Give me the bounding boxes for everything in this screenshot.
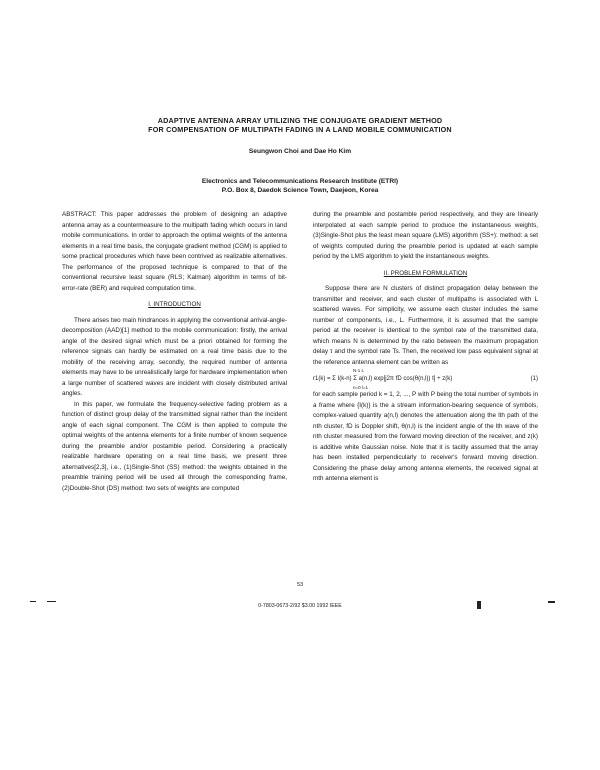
affiliation-line2: P.O. Box 8, Daedok Science Town, Daejeon, Korea — [221, 187, 379, 194]
scan-artifact-mark — [47, 601, 56, 602]
abstract-paragraph: ABSTRACT: This paper addresses the problem of designing an adaptive antenna array as a countermeasure to the multipath fading which occurs in land mobile communications. In order to approach the optimal weights of the antenna elements in a real time basis, the conjugate gradient method (CGM) is applied to some practical procedures which have been contrived as realizable alternatives. The performance of the proposed technique is compared to that of the conventional recursive least square (RLS; Kalman) algorithm in terms of bit-error-rate (BER) and required computation time. — [62, 211, 287, 292]
equation-1-body: r1(k) = Σ I(k-n) Σ a(n,l) exp[j2π fD cos(θ(n,l)) t] + z(k) — [313, 376, 453, 382]
equation-1-number: (1) — [530, 376, 538, 382]
equation-upper-limits: N-1 L — [353, 368, 365, 373]
left-column — [62, 210, 287, 494]
section1-paragraph2: In this paper, we formulate the frequency-selective fading problem as a function of distinct group delay of the transmitted signal rather than the incident angle of each signal component. The CGM is then applied to compute the optimal weights of the antenna elements for a finite number of known sequence during the preamble and/or postamble period. Considering a practically realizable hardware operating on a real time basis, we present three alternatives[2,3], i.e., (1)Single-Shot (SS) method: the weights obtained in the preamble training period will be used all through the corresponding frame, (2)Double-Shot (DS) method: two sets of weights are computed — [62, 400, 287, 492]
affiliation-line1: Electronics and Telecommunications Research Institute (ETRI) — [201, 178, 399, 185]
scan-artifact-mark — [477, 601, 481, 609]
equation-1 — [313, 375, 538, 383]
section1-paragraph1: There arises two main hindrances in applying the conventional arrival-angle-decomposition (AAD)[1] method to the mobile communication: firstly, the arrival angle of the desired signal which must be a priori obtained for forming the reference signals can hardly be estimated on a real time basis due to the mobility of the receiving array, secondly, the required number of antenna elements may have to be unrealistically large for hardware implementation when a large number of scattered waves are incident with closely distributed arrival angles. — [62, 316, 287, 397]
section2-paragraph1: Suppose there are N clusters of distinct propagation delay between the transmitter and receiver, and each cluster of multipaths is associated with L scattered waves. For simplicity, we assume each cluster includes the same number of components, i.e., L. Furthermore, it is assumed that the sample period at the receiver is identical to the symbol rate of the transmitted data, which means N is determined by the ratio between the maximum propagation delay τ and the symbol rate Ts. Then, the received low pass equivalent signal at the reference antenna element can be written as — [313, 285, 538, 366]
footer-copyright-code: 0-7803-0673-2/92 $3.00 1992 IEEE — [258, 603, 342, 609]
scan-artifact-mark — [30, 601, 36, 602]
section2-heading: II. PROBLEM FORMULATION — [383, 269, 468, 277]
section2-paragraph2: for each sample period k = 1, 2, ..., P with P being the total number of symbols in a frame where {I(k)} is the a stream information-bearing sequence of symbols, complex-valued quantity a(n,l) denotes the attenuation along the lth path of the nth cluster, fD is Doppler shift, θ(n,l) is the incident angle of the lth wave of the nth cluster measured from the forward moving direction of the receiver, and z(k) is additive white Gaussian noise. Note that it is tacitly assumed that the array has been installed perpendicularly to receiver's forward moving direction. Considering the phase delay among antenna elements, the received signal at mth antenna element is — [313, 391, 538, 482]
paper-title-line1: ADAPTIVE ANTENNA ARRAY UTILIZING THE CONJUGATE GRADIENT METHOD — [157, 116, 443, 125]
paper-title-line2: FOR COMPENSATION OF MULTIPATH FADING IN A LAND MOBILE COMMUNICATION — [148, 125, 452, 134]
equation-lower-limits: n=0 l=1 — [353, 385, 369, 390]
right-column-paragraph1: during the preamble and postamble period respectively, and they are linearly interpolated at each sample period to produce the instantaneous weights, (3)Single-Shot plus the least mean square (LMS) algorithm (SS+): method: a set of weights computed during the preamble period is updated at each sample period by the LMS algorithm to yield the instantaneous weights. — [313, 211, 538, 260]
page-number: 53 — [296, 582, 304, 588]
right-column — [313, 210, 538, 485]
paper-authors: Seungwon Choi and Dae Ho Kim — [248, 148, 352, 155]
section1-heading: I. INTRODUCTION — [148, 301, 201, 308]
scan-artifact-mark — [548, 601, 555, 603]
